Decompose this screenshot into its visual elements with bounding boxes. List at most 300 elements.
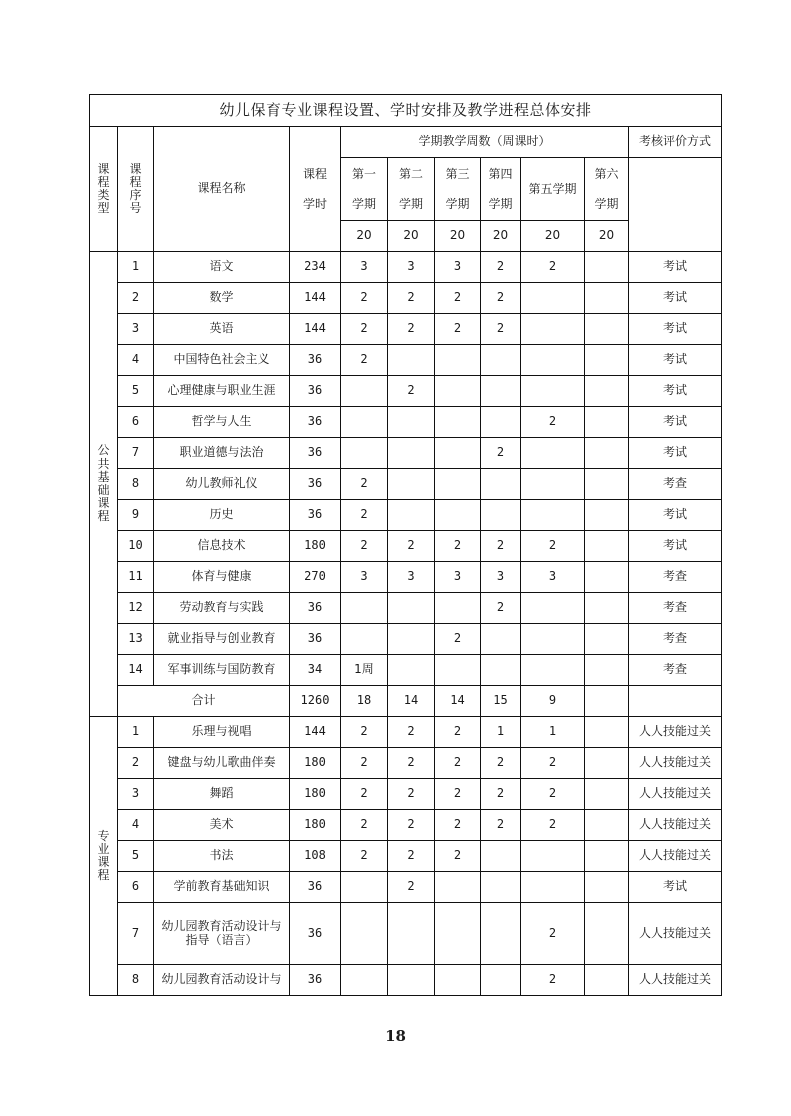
header-course-hours [290, 127, 341, 252]
course-hours: 144 [290, 314, 341, 345]
category-char: 程 [97, 509, 110, 524]
semester-3-value: 2 [435, 779, 481, 810]
evaluation-method: 考试 [629, 407, 722, 438]
category-char: 课 [97, 496, 110, 511]
semester-5-value [521, 283, 585, 314]
semester-4-value [481, 624, 521, 655]
course-hours: 108 [290, 841, 341, 872]
semester-5-value [521, 655, 585, 686]
table-row [90, 407, 722, 438]
total-semester-6 [585, 686, 629, 717]
header-evaluation: 考核评价方式 [629, 127, 722, 158]
course-name-line1: 就业指导与创业教育 [167, 631, 276, 646]
course-name [154, 624, 290, 655]
course-hours: 36 [290, 469, 341, 500]
semester-4-value [481, 407, 521, 438]
semester-1-value: 2 [341, 500, 388, 531]
semester-3-value [435, 903, 481, 965]
semester-label-line2: 学期 [351, 197, 376, 211]
course-seq: 11 [118, 562, 154, 593]
table-row [90, 810, 722, 841]
semester-1-value [341, 872, 388, 903]
semester-3-value: 2 [435, 314, 481, 345]
semester-2-value: 2 [388, 810, 435, 841]
course-name-line1: 书法 [209, 848, 234, 863]
semester-label-line2: 学期 [398, 197, 423, 211]
evaluation-method: 人人技能过关 [629, 903, 722, 965]
course-name-line1: 中国特色社会主义 [173, 352, 270, 367]
semester-5-value: 2 [521, 779, 585, 810]
semester-1-value [341, 965, 388, 996]
total-hours: 1260 [290, 686, 341, 717]
header-semester-2 [388, 158, 435, 221]
semester-6-value [585, 376, 629, 407]
semester-5-value [521, 624, 585, 655]
semester-5-value [521, 593, 585, 624]
semester-6-value [585, 531, 629, 562]
vertical-char: 课 [129, 161, 142, 176]
course-seq: 10 [118, 531, 154, 562]
course-name-line1: 英语 [209, 321, 234, 336]
course-category [90, 252, 118, 717]
table-row [90, 500, 722, 531]
course-name-line1: 信息技术 [197, 538, 246, 553]
semester-2-value: 2 [388, 779, 435, 810]
semester-2-value [388, 469, 435, 500]
evaluation-method: 人人技能过关 [629, 810, 722, 841]
course-name-line1: 舞蹈 [209, 786, 234, 801]
semester-5-value: 3 [521, 562, 585, 593]
semester-5-value: 2 [521, 252, 585, 283]
course-hours: 180 [290, 779, 341, 810]
header-semester-group: 学期教学周数（周课时） [341, 127, 629, 158]
course-name [154, 903, 290, 965]
semester-1-value: 3 [341, 562, 388, 593]
course-name-line1: 语文 [209, 259, 234, 274]
course-seq: 9 [118, 500, 154, 531]
semester-3-value [435, 500, 481, 531]
header-semester-weeks-4: 20 [481, 221, 521, 252]
semester-label-line1: 第二 [398, 167, 423, 181]
semester-3-value: 3 [435, 252, 481, 283]
header-semester-weeks-1: 20 [341, 221, 388, 252]
course-seq: 3 [118, 779, 154, 810]
course-name-line1: 乐理与视唱 [191, 724, 252, 739]
course-hours: 36 [290, 407, 341, 438]
course-name-line1: 职业道德与法治 [179, 445, 264, 460]
total-semester-5: 9 [521, 686, 585, 717]
semester-4-value: 2 [481, 779, 521, 810]
semester-3-value: 2 [435, 748, 481, 779]
total-label: 合计 [118, 686, 290, 717]
course-name-line1: 幼儿园教育活动设计与 [161, 972, 282, 987]
semester-6-value [585, 903, 629, 965]
course-name [154, 314, 290, 345]
semester-label-line1: 第一 [351, 167, 376, 181]
semester-3-value [435, 345, 481, 376]
course-hours: 34 [290, 655, 341, 686]
course-name [154, 531, 290, 562]
semester-4-value [481, 469, 521, 500]
header-semester-weeks-3: 20 [435, 221, 481, 252]
semester-1-value [341, 407, 388, 438]
course-name [154, 407, 290, 438]
evaluation-method: 人人技能过关 [629, 965, 722, 996]
table-row [90, 841, 722, 872]
vertical-char: 课 [97, 161, 110, 176]
semester-6-value [585, 252, 629, 283]
semester-5-value: 2 [521, 965, 585, 996]
semester-6-value [585, 562, 629, 593]
evaluation-method: 人人技能过关 [629, 779, 722, 810]
semester-6-value [585, 748, 629, 779]
table-row [90, 314, 722, 345]
semester-3-value [435, 593, 481, 624]
course-seq: 4 [118, 810, 154, 841]
course-name [154, 872, 290, 903]
semester-6-value [585, 593, 629, 624]
total-semester-3: 14 [435, 686, 481, 717]
course-seq: 1 [118, 717, 154, 748]
course-seq: 5 [118, 841, 154, 872]
semester-2-value [388, 500, 435, 531]
total-evaluation [629, 686, 722, 717]
header-course-hours-line2: 学时 [302, 197, 327, 211]
vertical-char: 类 [97, 188, 110, 202]
curriculum-table [89, 94, 722, 996]
semester-6-value [585, 717, 629, 748]
table-row [90, 748, 722, 779]
semester-4-value [481, 655, 521, 686]
semester-6-value [585, 655, 629, 686]
course-seq: 4 [118, 345, 154, 376]
course-seq: 8 [118, 469, 154, 500]
course-name [154, 283, 290, 314]
semester-1-value [341, 376, 388, 407]
semester-3-value: 2 [435, 283, 481, 314]
semester-4-value [481, 903, 521, 965]
semester-3-value: 2 [435, 624, 481, 655]
total-semester-2: 14 [388, 686, 435, 717]
course-seq: 8 [118, 965, 154, 996]
table-row [90, 469, 722, 500]
semester-5-value: 1 [521, 717, 585, 748]
semester-6-value [585, 345, 629, 376]
semester-6-value [585, 407, 629, 438]
semester-label-line1: 第六 [594, 167, 619, 181]
semester-1-value: 3 [341, 252, 388, 283]
vertical-char: 型 [97, 201, 110, 216]
header-course-seq [118, 127, 154, 252]
semester-5-value [521, 376, 585, 407]
evaluation-method: 考查 [629, 624, 722, 655]
semester-4-value: 2 [481, 593, 521, 624]
course-hours: 36 [290, 965, 341, 996]
semester-2-value: 2 [388, 748, 435, 779]
semester-2-value [388, 345, 435, 376]
table-row [90, 376, 722, 407]
course-hours: 36 [290, 872, 341, 903]
course-name [154, 562, 290, 593]
course-hours: 234 [290, 252, 341, 283]
course-name-line1: 军事训练与国防教育 [167, 662, 276, 677]
semester-5-value: 2 [521, 903, 585, 965]
semester-4-value [481, 872, 521, 903]
semester-2-value [388, 965, 435, 996]
semester-3-value: 2 [435, 531, 481, 562]
semester-2-value: 2 [388, 872, 435, 903]
course-name [154, 810, 290, 841]
evaluation-method: 人人技能过关 [629, 841, 722, 872]
course-hours: 36 [290, 593, 341, 624]
semester-5-value: 2 [521, 531, 585, 562]
category-char: 共 [97, 456, 110, 471]
semester-6-value [585, 469, 629, 500]
semester-2-value [388, 438, 435, 469]
evaluation-method: 考试 [629, 500, 722, 531]
course-name-line1: 心理健康与职业生涯 [167, 383, 276, 398]
table-row [90, 655, 722, 686]
semester-6-value [585, 810, 629, 841]
table-row [90, 283, 722, 314]
semester-4-value: 2 [481, 252, 521, 283]
semester-5-value [521, 438, 585, 469]
header-semester-weeks-6: 20 [585, 221, 629, 252]
course-name-line1: 历史 [209, 507, 234, 522]
evaluation-method: 考试 [629, 376, 722, 407]
table-row [90, 531, 722, 562]
semester-6-value [585, 965, 629, 996]
course-name [154, 469, 290, 500]
semester-1-value: 1周 [341, 655, 388, 686]
evaluation-method: 考试 [629, 438, 722, 469]
table-row [90, 252, 722, 283]
table-row [90, 624, 722, 655]
course-hours: 180 [290, 531, 341, 562]
course-name [154, 438, 290, 469]
course-hours: 36 [290, 500, 341, 531]
semester-2-value: 2 [388, 376, 435, 407]
table-row [90, 438, 722, 469]
course-hours: 180 [290, 810, 341, 841]
semester-5-value: 2 [521, 407, 585, 438]
semester-1-value: 2 [341, 717, 388, 748]
course-name [154, 593, 290, 624]
semester-2-value [388, 655, 435, 686]
evaluation-method: 考试 [629, 252, 722, 283]
evaluation-method: 考查 [629, 593, 722, 624]
semester-6-value [585, 779, 629, 810]
semester-1-value: 2 [341, 748, 388, 779]
header-course-type [90, 127, 118, 252]
semester-label-line1: 第四 [488, 167, 513, 181]
header-semester-4 [481, 158, 521, 221]
semester-3-value [435, 376, 481, 407]
semester-4-value: 2 [481, 314, 521, 345]
course-hours: 144 [290, 717, 341, 748]
table-row [90, 562, 722, 593]
semester-4-value [481, 345, 521, 376]
semester-6-value [585, 841, 629, 872]
category-char: 础 [97, 483, 110, 497]
course-seq: 7 [118, 438, 154, 469]
course-name [154, 841, 290, 872]
semester-4-value [481, 965, 521, 996]
semester-4-value: 2 [481, 810, 521, 841]
category-char: 业 [97, 841, 110, 856]
evaluation-method: 人人技能过关 [629, 717, 722, 748]
semester-3-value: 2 [435, 810, 481, 841]
semester-6-value [585, 438, 629, 469]
semester-3-value [435, 407, 481, 438]
semester-1-value [341, 903, 388, 965]
table-row [90, 965, 722, 996]
course-name [154, 717, 290, 748]
semester-1-value: 2 [341, 469, 388, 500]
table-row [90, 903, 722, 965]
vertical-char: 序 [129, 188, 142, 202]
semester-label-line1: 第五学期 [528, 182, 577, 196]
header-course-hours-line1: 课程 [302, 167, 327, 181]
header-semester-5 [521, 158, 585, 221]
course-name [154, 376, 290, 407]
course-hours: 36 [290, 903, 341, 965]
table-row [90, 872, 722, 903]
category-char: 公 [97, 443, 110, 458]
course-name-line1: 学前教育基础知识 [173, 879, 270, 894]
vertical-char: 号 [129, 201, 142, 216]
semester-3-value [435, 965, 481, 996]
total-semester-4: 15 [481, 686, 521, 717]
semester-5-value: 2 [521, 810, 585, 841]
course-name-line1: 幼儿教师礼仪 [185, 476, 258, 491]
semester-4-value: 2 [481, 531, 521, 562]
semester-3-value: 2 [435, 841, 481, 872]
semester-label-line2: 学期 [488, 197, 513, 211]
semester-label-line1: 第三 [445, 167, 470, 181]
semester-4-value: 1 [481, 717, 521, 748]
semester-label-line2: 学期 [445, 197, 470, 211]
semester-2-value: 2 [388, 283, 435, 314]
course-name [154, 345, 290, 376]
course-seq: 5 [118, 376, 154, 407]
course-hours: 36 [290, 376, 341, 407]
semester-1-value: 2 [341, 283, 388, 314]
course-seq: 3 [118, 314, 154, 345]
vertical-char: 程 [129, 174, 142, 189]
course-seq: 2 [118, 748, 154, 779]
semester-1-value: 2 [341, 314, 388, 345]
semester-4-value: 2 [481, 438, 521, 469]
table-title: 幼儿保育专业课程设置、学时安排及教学进程总体安排 [90, 95, 722, 127]
header-evaluation-blank [629, 158, 722, 252]
evaluation-method: 考试 [629, 531, 722, 562]
table-row [90, 779, 722, 810]
semester-label-line2: 学期 [594, 197, 619, 211]
semester-6-value [585, 283, 629, 314]
semester-5-value [521, 500, 585, 531]
semester-2-value: 2 [388, 717, 435, 748]
course-name-line1: 劳动教育与实践 [179, 600, 264, 615]
header-semester-3 [435, 158, 481, 221]
semester-2-value: 2 [388, 841, 435, 872]
semester-1-value: 2 [341, 345, 388, 376]
semester-5-value [521, 314, 585, 345]
table-row [90, 345, 722, 376]
semester-1-value [341, 438, 388, 469]
evaluation-method: 考查 [629, 469, 722, 500]
semester-3-value [435, 438, 481, 469]
semester-6-value [585, 872, 629, 903]
category-char: 基 [97, 469, 110, 484]
total-row [90, 686, 722, 717]
evaluation-method: 考试 [629, 314, 722, 345]
table-row [90, 717, 722, 748]
semester-1-value: 2 [341, 810, 388, 841]
semester-2-value: 3 [388, 562, 435, 593]
semester-2-value: 2 [388, 314, 435, 345]
semester-2-value [388, 903, 435, 965]
course-category [90, 717, 118, 996]
semester-3-value [435, 469, 481, 500]
semester-4-value [481, 841, 521, 872]
course-seq: 6 [118, 872, 154, 903]
course-seq: 12 [118, 593, 154, 624]
semester-3-value: 3 [435, 562, 481, 593]
course-name [154, 252, 290, 283]
course-name-line2: 指导（语言） [185, 932, 258, 947]
course-hours: 270 [290, 562, 341, 593]
semester-6-value [585, 500, 629, 531]
evaluation-method: 考试 [629, 872, 722, 903]
course-name-line1: 哲学与人生 [191, 414, 252, 429]
course-seq: 13 [118, 624, 154, 655]
semester-1-value: 2 [341, 779, 388, 810]
semester-5-value [521, 872, 585, 903]
header-semester-1 [341, 158, 388, 221]
course-name-line1: 美术 [209, 817, 234, 832]
total-semester-1: 18 [341, 686, 388, 717]
semester-1-value [341, 624, 388, 655]
course-name [154, 748, 290, 779]
course-name-line1: 幼儿园教育活动设计与 [161, 919, 282, 934]
semester-3-value: 2 [435, 717, 481, 748]
semester-6-value [585, 624, 629, 655]
course-name-line1: 键盘与幼儿歌曲伴奏 [167, 755, 276, 770]
course-name [154, 500, 290, 531]
semester-2-value: 2 [388, 531, 435, 562]
semester-1-value: 2 [341, 841, 388, 872]
semester-4-value: 3 [481, 562, 521, 593]
course-hours: 180 [290, 748, 341, 779]
course-name-line1: 数学 [209, 290, 234, 305]
semester-2-value: 3 [388, 252, 435, 283]
evaluation-method: 考查 [629, 562, 722, 593]
header-course-name: 课程名称 [154, 127, 290, 252]
evaluation-method: 考查 [629, 655, 722, 686]
semester-2-value [388, 593, 435, 624]
course-hours: 36 [290, 345, 341, 376]
course-name-line1: 体育与健康 [191, 569, 252, 584]
semester-1-value: 2 [341, 531, 388, 562]
semester-3-value [435, 655, 481, 686]
semester-4-value [481, 500, 521, 531]
course-hours: 36 [290, 438, 341, 469]
semester-6-value [585, 314, 629, 345]
course-seq: 2 [118, 283, 154, 314]
semester-2-value [388, 624, 435, 655]
semester-4-value: 2 [481, 748, 521, 779]
